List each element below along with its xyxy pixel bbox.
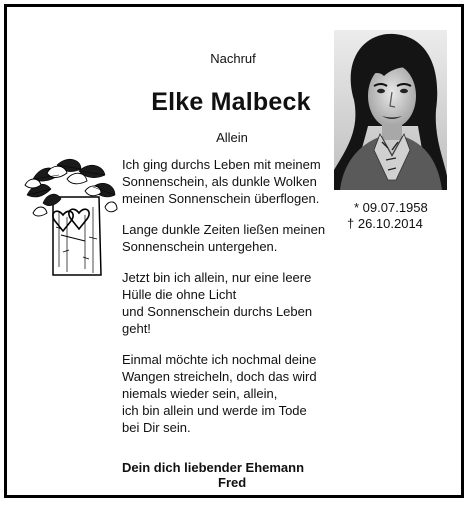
- portrait-icon: [334, 30, 447, 190]
- life-dates: [347, 200, 428, 232]
- poem-text: [122, 156, 352, 450]
- death-date: † 26.10.2014: [347, 216, 423, 231]
- birth-date: * 09.07.1958: [354, 200, 428, 215]
- poem-line: Wangen streicheln, doch das wird: [122, 369, 317, 384]
- poem-line: niemals wieder sein, allein,: [122, 386, 278, 401]
- poem-stanza: [122, 351, 352, 436]
- poem-line: meinen Sonnenschein überflogen.: [122, 191, 320, 206]
- poem-line: und Sonnenschein durchs Leben: [122, 304, 313, 319]
- portrait-photo: [334, 30, 447, 190]
- signoff-name: Fred: [218, 475, 247, 490]
- poem-line: bei Dir sein.: [122, 420, 191, 435]
- poem-line: Ich ging durchs Leben mit meinem: [122, 157, 321, 172]
- signoff: [122, 460, 322, 490]
- poem-line: ich bin allein und werde im Tode: [122, 403, 307, 418]
- poem-stanza: [122, 221, 352, 255]
- poem-line: Sonnenschein, als dunkle Wolken: [122, 174, 317, 189]
- poem-line: Einmal möchte ich nochmal deine: [122, 352, 317, 367]
- obituary-label: Nachruf: [210, 51, 256, 66]
- poem-line: Sonnenschein untergehen.: [122, 239, 278, 254]
- signoff-line: Dein dich liebender Ehemann: [122, 460, 305, 475]
- tree-with-hearts-icon: [23, 157, 119, 277]
- poem-line: geht!: [122, 321, 151, 336]
- poem-stanza: [122, 269, 352, 337]
- deceased-name: Elke Malbeck: [151, 88, 311, 116]
- poem-stanza: [122, 156, 352, 207]
- poem-line: Lange dunkle Zeiten ließen meinen: [122, 222, 326, 237]
- poem-line: Jetzt bin ich allein, nur eine leere: [122, 270, 312, 285]
- poem-line: Hülle die ohne Licht: [122, 287, 237, 302]
- obituary-frame: [4, 4, 464, 498]
- tree-hearts-illustration: [23, 157, 119, 277]
- poem-title: Allein: [216, 130, 248, 145]
